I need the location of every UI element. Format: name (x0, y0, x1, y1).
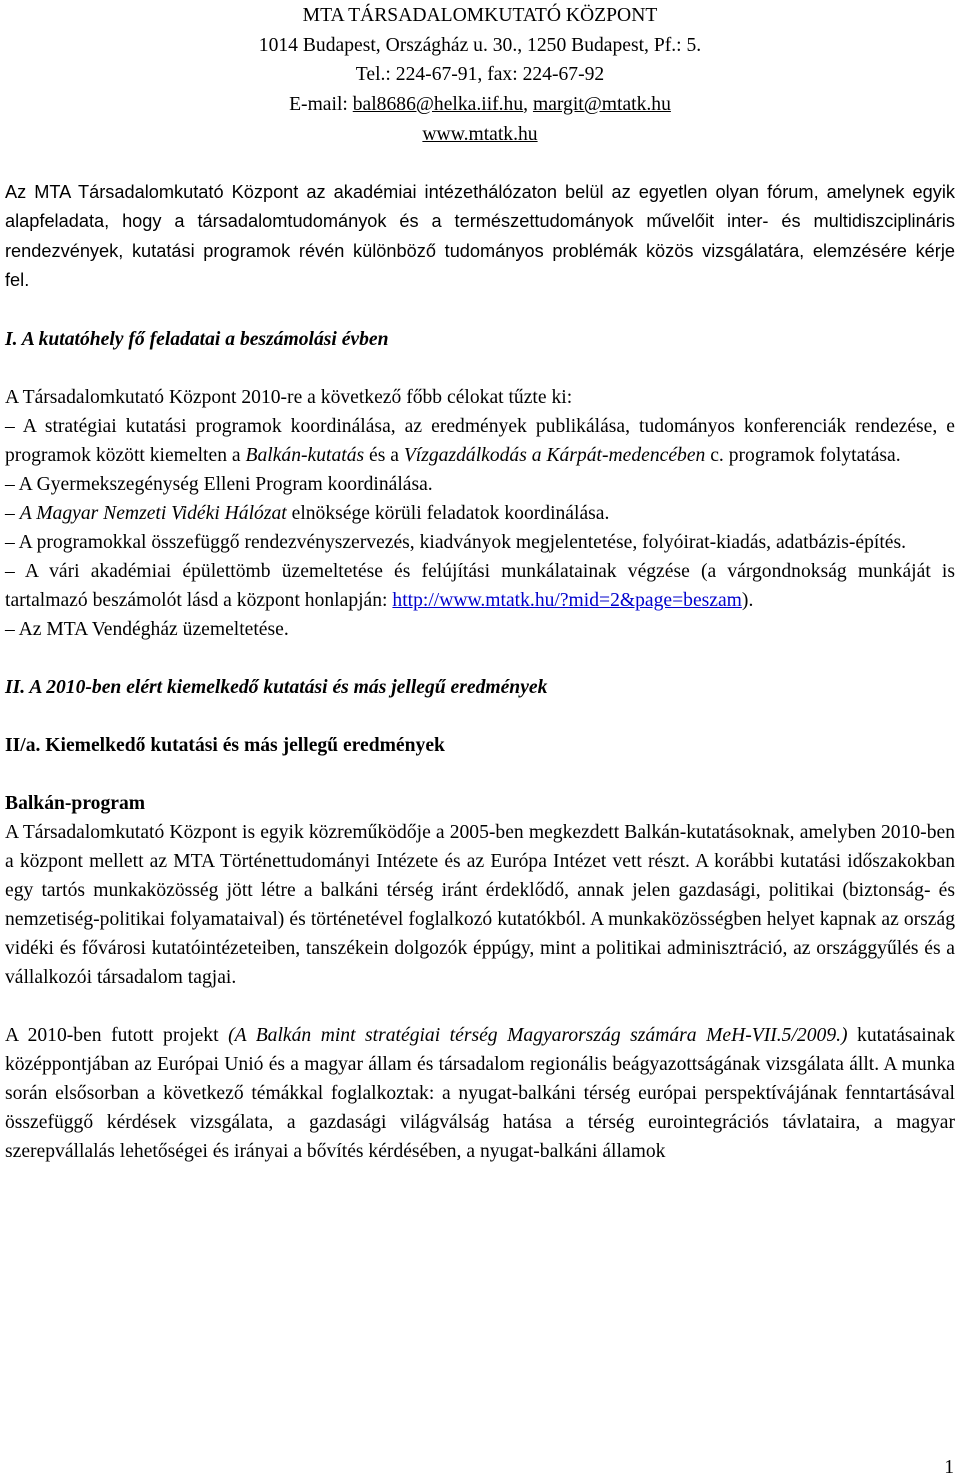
page-number: 1 (944, 1457, 954, 1478)
email-label: E-mail: (289, 93, 353, 115)
letterhead (5, 1, 955, 150)
document-page (5, 0, 955, 1166)
org-address: 1014 Budapest, Országház u. 30., 1250 Budapest, Pf.: 5. (258, 34, 702, 56)
section-2-heading: II. A 2010-ben elért kiemelkedő kutatási és más jellegű eredmények (5, 676, 548, 698)
section-1-body (5, 383, 955, 644)
org-name: MTA TÁRSADALOMKUTATÓ KÖZPONT (302, 5, 658, 26)
goal-item-4: – A programokkal összefüggő rendezvényszervezés, kiadványok megjelentetése, folyóirat-kiadás, adatbázis-építés. (5, 531, 906, 553)
org-email (5, 90, 955, 120)
section-1-lead: A Társadalomkutató Központ 2010-re a következő főbb célokat tűzte ki: (5, 386, 573, 408)
email-separator: , (523, 93, 533, 115)
section-1-heading: I. A kutatóhely fő feladatai a beszámolási évben (5, 328, 389, 350)
org-phone: Tel.: 224-67-91, fax: 224-67-92 (355, 64, 605, 86)
section-2a-heading: II/a. Kiemelkedő kutatási és más jellegű eredmények (5, 734, 445, 756)
goal-item-3: – A Magyar Nemzeti Vidéki Hálózat elnöksége körüli feladatok koordinálása. (5, 502, 610, 524)
intro-paragraph: Az MTA Társadalomkutató Központ az akadémiai intézethálózaton belül az egyetlen olyan fórum, amelynek egyik alapfeladata, hogy a társadalomtudományok és a természettudományok művelőit inter- és multidiszciplináris rendezvények, kutatási programok révén különböző tudományos problémák közös vizsgálatára, elemzésére kérje fel. (5, 181, 955, 291)
website-link[interactable]: www.mtatk.hu (422, 124, 538, 146)
report-link[interactable]: http://www.mtatk.hu/?mid=2&page=beszam (392, 589, 742, 611)
goal-item-2: – A Gyermekszegénység Elleni Program koordinálása. (5, 473, 433, 495)
goal-item-6: – Az MTA Vendégház üzemeltetése. (5, 618, 289, 640)
balkan-paragraph-1: A Társadalomkutató Központ is egyik közreműködője a 2005-ben megkezdett Balkán-kutatásoknak, amelyben 2010-ben a központ mellett az MTA Történettudományi Intézete és az Európa Intézet vett részt. A korábbi kutatási időszakokban egy tartós munkaközösség jött létre a balkáni térség iránt érdeklődő, annak jelen gazdasági, politikai (biztonság- és nemzetiség-politikai folyamataival) és történetével foglalkozó kutatókból. A munkaközösségben helyet kapnak az ország vidéki és fővárosi kutatóintézeteiben, tanszékein dolgozók éppúgy, mint a politikai adminisztráció, az országgyűlés és a vállalkozói társadalom tagjai. (5, 821, 955, 988)
balkan-paragraph-2: A 2010-ben futott projekt (A Balkán mint stratégiai térség Magyarország számára MeH-VII.5/2009.) kutatásainak középpontjában az Európai Unió és a magyar állam és társadalom regionális beágyazottságának vizsgálata állt. A munka során elsősorban a következő témákkal foglalkoztak: a nyugat-balkáni térség európai perspektívájának fenntartásával összefüggő kérdések vizsgálata, a gazdasági világválság hatása a térség eurointegrációs távlataira, a magyar szerepvállalás lehetőségei és irányai a bővítés kérdésében, a nyugat-balkáni államok (5, 1024, 955, 1162)
email-link-1[interactable]: bal8686@helka.iif.hu (352, 93, 524, 115)
email-link-2[interactable]: margit@mtatk.hu (532, 93, 671, 115)
goal-item-1: – A stratégiai kutatási programok koordinálása, az eredmények publikálása, tudományos konferenciák rendezése, e programok között kiemelten a Balkán-kutatás és a Vízgazdálkodás a Kárpát-medencében c. programok folytatása. (5, 415, 955, 466)
balkan-program-heading: Balkán-program (5, 792, 146, 814)
goal-item-5: – A vári akadémiai épülettömb üzemeltetése és felújítási munkálatainak végzése (a várgondnokság munkáját is tartalmazó beszámolót lásd a központ honlapján: http://www.mtatk.hu/?mid=2&page=beszam). (5, 560, 955, 611)
